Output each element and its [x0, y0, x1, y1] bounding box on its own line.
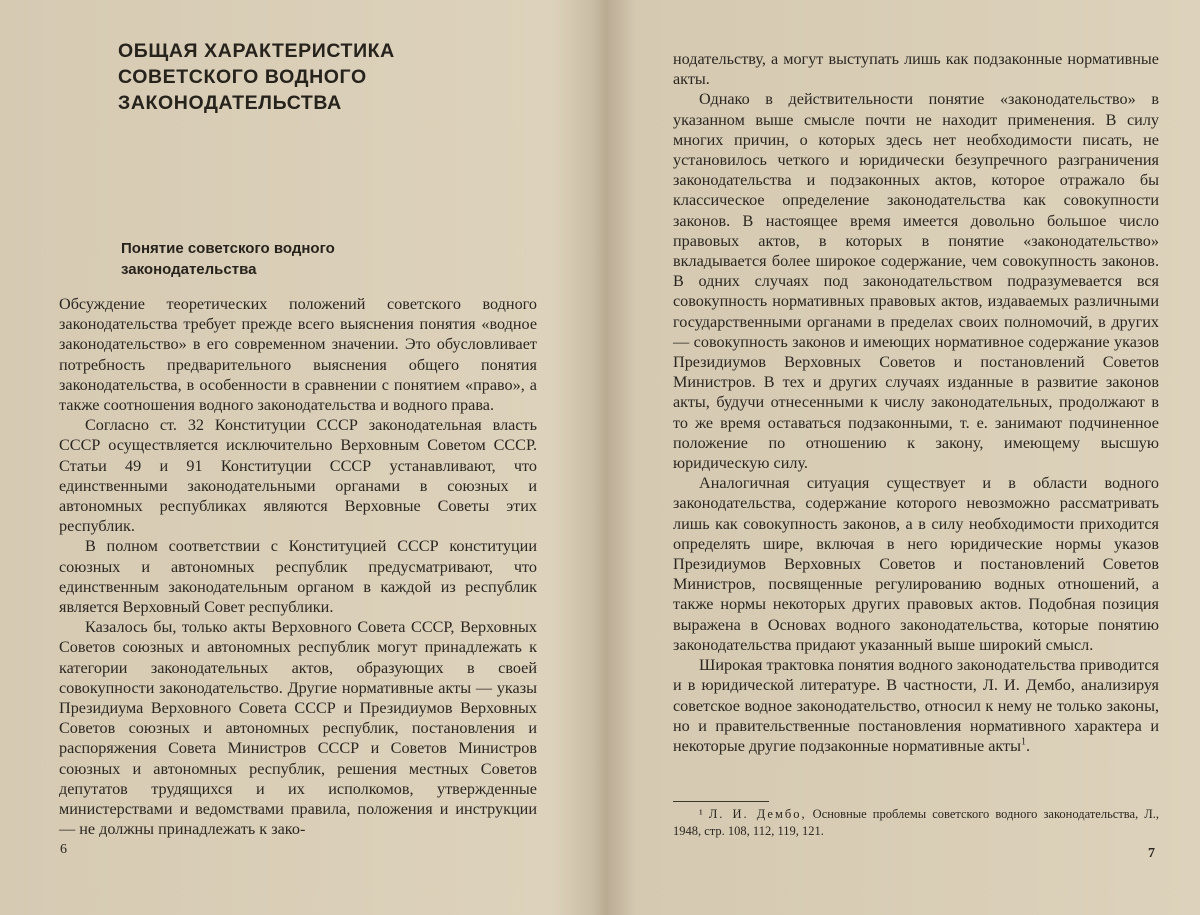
paragraph: Обсуждение теоретических положений советского водного законодательства требует прежде всего выяснения понятия «водное законодательство» в его современном значении. Это обусловливает потребность предварительного выяснения общего понятия законодательства, в особенности в сравнении с понятием «право», а также соотношения водного законодательства и водного права.: [59, 295, 537, 415]
paragraph: Аналогичная ситуация существует и в области водного законодательства, содержание которого невозможно рассматривать лишь как совокупность законов, а в силу необходимости приходится определять шире, включая в него юридические нормы указов Президиумов Верховных Советов и постановлений Советов Министров, посвященные регулированию водных отношений, а также нормы некоторых других правовых актов. Подобная позиция выражена в Основах водного законодательства, которые понятию законодательства придают указанный выше широкий смысл.: [673, 474, 1159, 654]
chapter-title-line: ОБЩАЯ ХАРАКТЕРИСТИКА: [118, 40, 395, 62]
footnote-reference[interactable]: 1: [1020, 736, 1026, 748]
paragraph-text: Широкая трактовка понятия водного законодательства приводится и в юридической литературе. В частности, Л. И. Дембо, анализируя советское водное законодательство, относил к нему не только законы, но и правительственные постановления нормативного характера и некоторые другие подзаконные нормативные акты: [673, 656, 1159, 755]
footnote-author: Л. И. Дембо,: [708, 807, 807, 821]
page-number: 6: [60, 842, 67, 857]
right-page: [610, 0, 1200, 915]
chapter-title: [118, 38, 418, 116]
footnote-divider: [673, 801, 769, 802]
paragraph: Однако в действительности понятие «законодательство» в указанном выше смысле почти не находит применения. В силу многих причин, о которых здесь нет необходимости писать, не установилось четкого и юридически безупречного разграничения законодательства и подзаконных актов, которое отражало бы классическое определение законодательства как совокупности законов. В настоящее время имеется довольно большое число правовых актов, в которых в понятие «законодательство» вкладывается более широкое содержание, чем совокупность законов. В одних случаях под законодательством подразумевается вся совокупность нормативных правовых актов, издаваемых различными государственными органами в пределах своих полномочий, в других — совокупность законов и имеющих нормативное содержание указов Президиумов Верховных Советов и постановлений Советов Министров. В тех и других случаях изданные в развитие законов акты, будучи отнесенными к числу законодательных, продолжают в то же время оставаться подзаконными, т. е. занимают подчиненное положение по отношению к закону, имеющему высшую юридическую силу.: [673, 90, 1159, 473]
section-title-line: законодательства: [121, 261, 257, 278]
paragraph: В полном соответствии с Конституцией СССР конституции союзных и автономных республик предусматривают, что единственным законодательным органом в каждой из республик является Верховный Совет республики.: [59, 537, 537, 617]
footnote-marker: ¹: [699, 807, 703, 821]
section-title: [121, 238, 441, 280]
footnote: [673, 806, 1159, 840]
footnote-text: Основные проблемы советского водного законодательства, Л., 1948, стр. 108, 112, 119, 121.: [673, 807, 1159, 838]
paragraph: нодательству, а могут выступать лишь как подзаконные нормативные акты.: [673, 50, 1159, 89]
left-page-body: [59, 294, 537, 839]
paragraph-with-footnote-ref: Широкая трактовка понятия водного законодательства приводится и в юридической литературе. В частности, Л. И. Дембо, анализируя советское водное законодательство, относил к нему не только законы, но и правительственные постановления нормативного характера и некоторые другие подзаконные нормативные акты$^1$.: [673, 656, 1159, 755]
page-number: 7: [1148, 846, 1155, 861]
paragraph: Согласно ст. 32 Конституции СССР законодательная власть СССР осуществляется исключительно Верховным Советом СССР. Статьи 49 и 91 Конституции СССР устанавливают, что единственными законодательными органами в союзных и автономных республиках являются Верховные Советы этих республик.: [59, 416, 537, 536]
chapter-title-line: ЗАКОНОДАТЕЛЬСТВА: [118, 92, 342, 114]
section-title-line: Понятие советского водного: [121, 240, 335, 257]
paragraph: Казалось бы, только акты Верховного Совета СССР, Верховных Советов союзных и автономных республик могут принадлежать к категории законодательных актов, образующих в своей совокупности законодательство. Другие нормативные акты — указы Президиума Верховного Совета СССР и Президиумов Верховных Советов союзных и автономных республик, постановления и распоряжения Совета Министров СССР и Советов Министров союзных и автономных республик, решения местных Советов депутатов трудящихся и их исполкомов, утвержденные министерствами и ведомствами правила, положения и инструкции — не должны принадлежать к зако-: [59, 618, 537, 839]
right-page-body: [673, 49, 1159, 756]
chapter-title-line: СОВЕТСКОГО ВОДНОГО: [118, 66, 367, 88]
